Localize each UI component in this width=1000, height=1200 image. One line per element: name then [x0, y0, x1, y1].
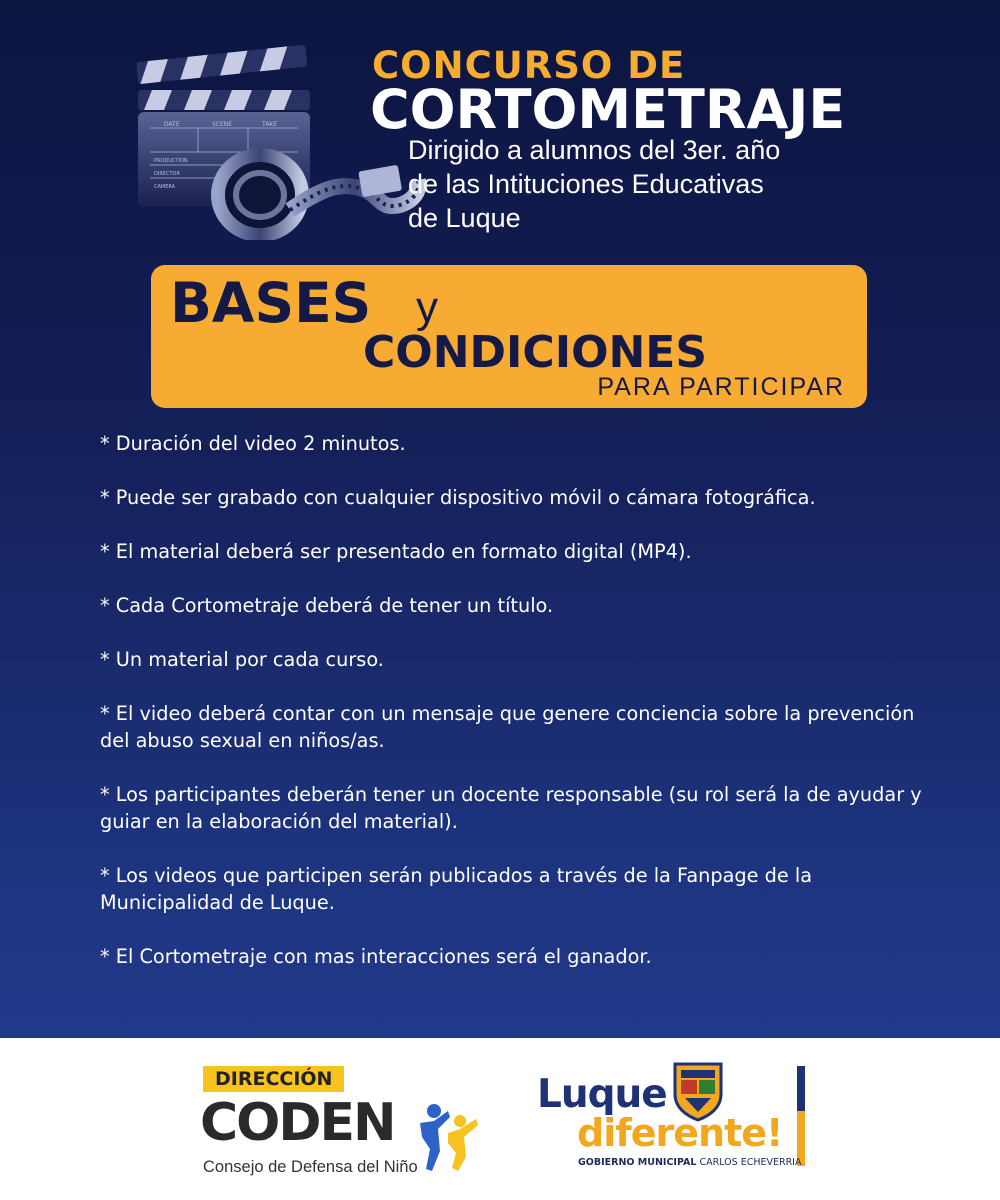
- svg-text:DATE: DATE: [164, 121, 180, 128]
- rule-item: * El material deberá ser presentado en formato digital (MP4).: [100, 540, 692, 563]
- svg-text:PRODUCTION: PRODUCTION: [154, 158, 188, 164]
- coden-badge: DIRECCIÓN: [203, 1066, 344, 1092]
- rule-item: * Un material por cada curso.: [100, 648, 384, 671]
- rule-item: * Los participantes deberán tener un docente responsable (su rol será la de ayudar y guiar en la elaboración del material).: [100, 783, 922, 833]
- svg-text:TAKE: TAKE: [262, 121, 278, 128]
- rule-item: * El video deberá contar con un mensaje que genere conciencia sobre la prevención del abuso sexual en niños/as.: [100, 702, 915, 752]
- children-figures-icon: [414, 1101, 484, 1173]
- subtitle-line: de las Intituciones Educativas: [408, 169, 764, 199]
- rule-item: * Los videos que participen serán publicados a través de la Fanpage de la Municipalidad de Luque.: [100, 864, 813, 914]
- rule-item: * Puede ser grabado con cualquier dispositivo móvil o cámara fotográfica.: [100, 486, 816, 509]
- luque-wordmark: Luque: [537, 1072, 667, 1117]
- banner-para-participar: PARA PARTICIPAR: [597, 373, 845, 401]
- coden-logo: [200, 1063, 500, 1183]
- coden-wordmark: CODEN: [200, 1093, 395, 1153]
- subtitle-line: de Luque: [408, 203, 521, 233]
- banner-connector: y: [416, 283, 438, 332]
- conditions-banner: [151, 265, 867, 408]
- footer: [0, 1038, 1000, 1200]
- svg-text:CAMERA: CAMERA: [154, 184, 176, 190]
- svg-text:DIRECTOR: DIRECTOR: [154, 171, 180, 177]
- subtitle: [408, 133, 780, 235]
- diferente-wordmark: diferente!: [577, 1111, 783, 1155]
- rule-item: * Cada Cortometraje deberá de tener un título.: [100, 594, 554, 617]
- rule-item: * El Cortometraje con mas interacciones será el ganador.: [100, 945, 652, 968]
- coden-subtitle: Consejo de Defensa del Niño: [203, 1158, 418, 1176]
- gobierno-label: GOBIERNO MUNICIPAL: [578, 1157, 697, 1168]
- banner-condiciones: CONDICIONES: [363, 327, 708, 378]
- rule-item: * Duración del video 2 minutos.: [100, 432, 406, 455]
- mayor-name: CARLOS ECHEVERRIA: [699, 1157, 802, 1168]
- title-line-2: CORTOMETRAJE: [370, 78, 846, 141]
- gobierno-municipal: [578, 1157, 801, 1168]
- luque-logo: [535, 1058, 825, 1188]
- banner-bases: BASES: [170, 271, 372, 335]
- luque-divider: [797, 1066, 805, 1166]
- title-line-1: CONCURSO DE: [372, 44, 686, 87]
- svg-text:SCENE: SCENE: [212, 121, 233, 128]
- rules-list: [100, 430, 940, 997]
- subtitle-line: Dirigido a alumnos del 3er. año: [408, 135, 781, 165]
